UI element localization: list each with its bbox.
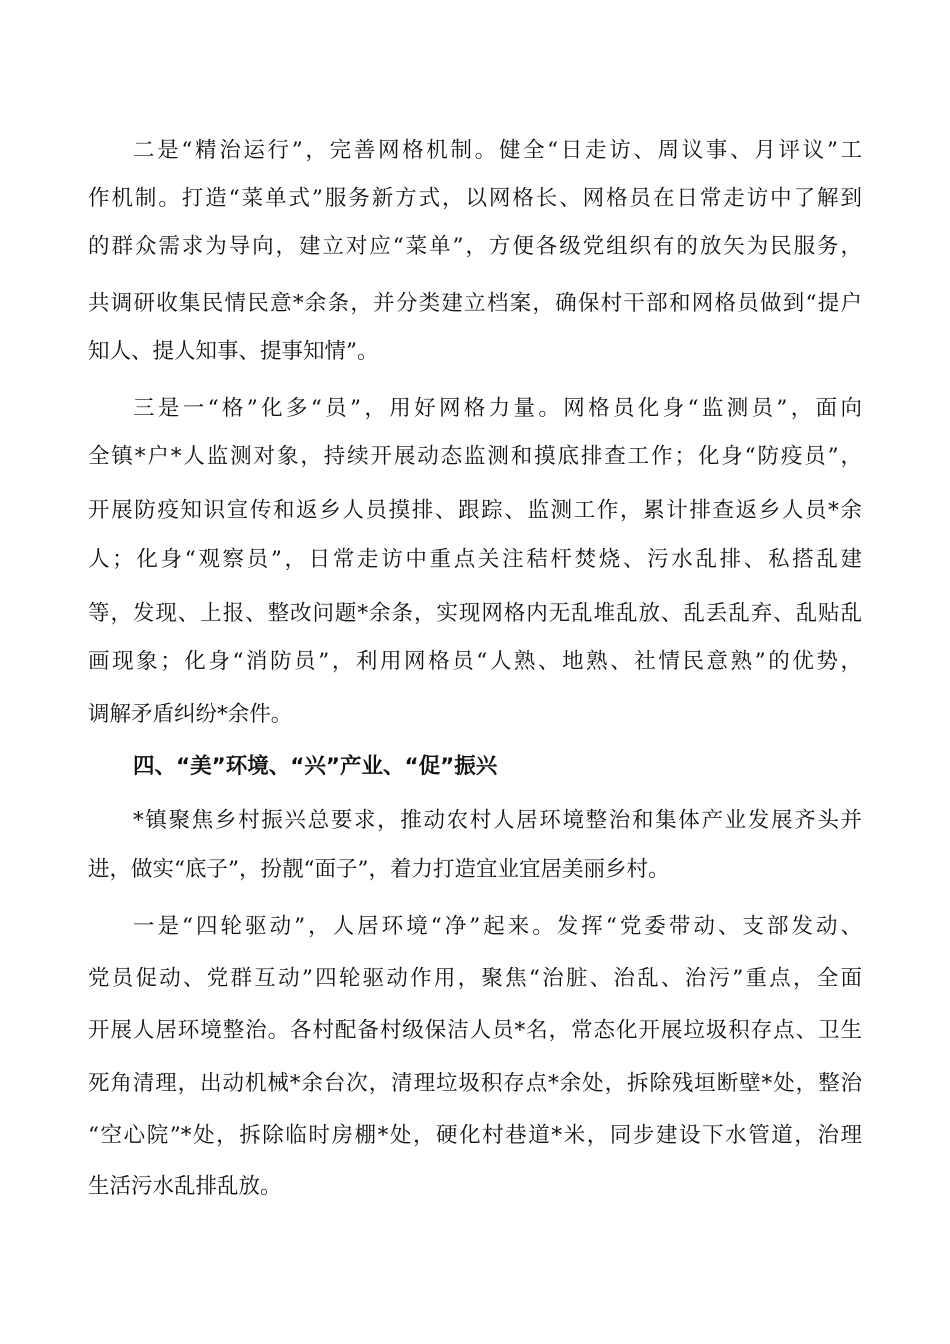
text-line: 调解矛盾纠纷*余件。 xyxy=(88,702,293,727)
text-line: 作机制。打造“菜单式”服务新方式，以网格长、网格员在日常走访中了解到 xyxy=(88,186,862,211)
text-line: 一是“四轮驱动”，人居环境“净”起来。发挥“党委带动、支部发动、 xyxy=(133,914,862,939)
text-line: 人；化身“观察员”，日常走访中重点关注秸杆焚烧、污水乱排、私搭乱建 xyxy=(88,547,862,572)
text-line: 开展人居环境整治。各村配备村级保洁人员*名，常态化开展垃圾积存点、卫生 xyxy=(88,1018,862,1043)
text-line: 开展防疫知识宣传和返乡人员摸排、跟踪、监测工作，累计排查返乡人员*余 xyxy=(88,498,862,523)
text-line: 画现象；化身“消防员”，利用网格员“人熟、地熟、社情民意熟”的优势， xyxy=(88,649,862,674)
text-line: 死角清理，出动机械*余台次，清理垃圾积存点*余处，拆除残垣断壁*处，整治 xyxy=(88,1071,862,1096)
text-line: *镇聚焦乡村振兴总要求，推动农村人居环境整治和集体产业发展齐头并 xyxy=(133,808,862,833)
section-heading: 四、“美”环境、“兴”产业、“促”振兴 xyxy=(133,754,498,779)
text-line: 三是一“格”化多“员”，用好网格力量。网格员化身“监测员”，面向 xyxy=(133,396,862,421)
text-line: 生活污水乱排乱放。 xyxy=(88,1174,282,1199)
text-line: 二是“精治运行”，完善网格机制。健全“日走访、周议事、月评议”工 xyxy=(133,138,862,163)
text-line: 等，发现、上报、整改问题*余条，实现网格内无乱堆乱放、乱丢乱弃、乱贴乱 xyxy=(88,601,862,626)
text-line: 共调研收集民情民意*余条，并分类建立档案，确保村干部和网格员做到“提户 xyxy=(88,291,862,316)
text-line: “空心院”*处，拆除临时房棚*处，硬化村巷道*米，同步建设下水管道，治理 xyxy=(88,1123,862,1148)
text-line: 党员促动、党群互动”四轮驱动作用，聚焦“治脏、治乱、治污”重点，全面 xyxy=(88,966,862,991)
text-line: 全镇*户*人监测对象，持续开展动态监测和摸底排查工作；化身“防疫员”， xyxy=(88,444,862,469)
text-line: 知人、提人知事、提事知情”。 xyxy=(88,339,379,364)
text-line: 的群众需求为导向，建立对应“菜单”，方便各级党组织有的放矢为民服务， xyxy=(88,234,862,259)
text-line: 进，做实“底子”，扮靓“面子”，着力打造宜业宜居美丽乡村。 xyxy=(88,857,670,882)
